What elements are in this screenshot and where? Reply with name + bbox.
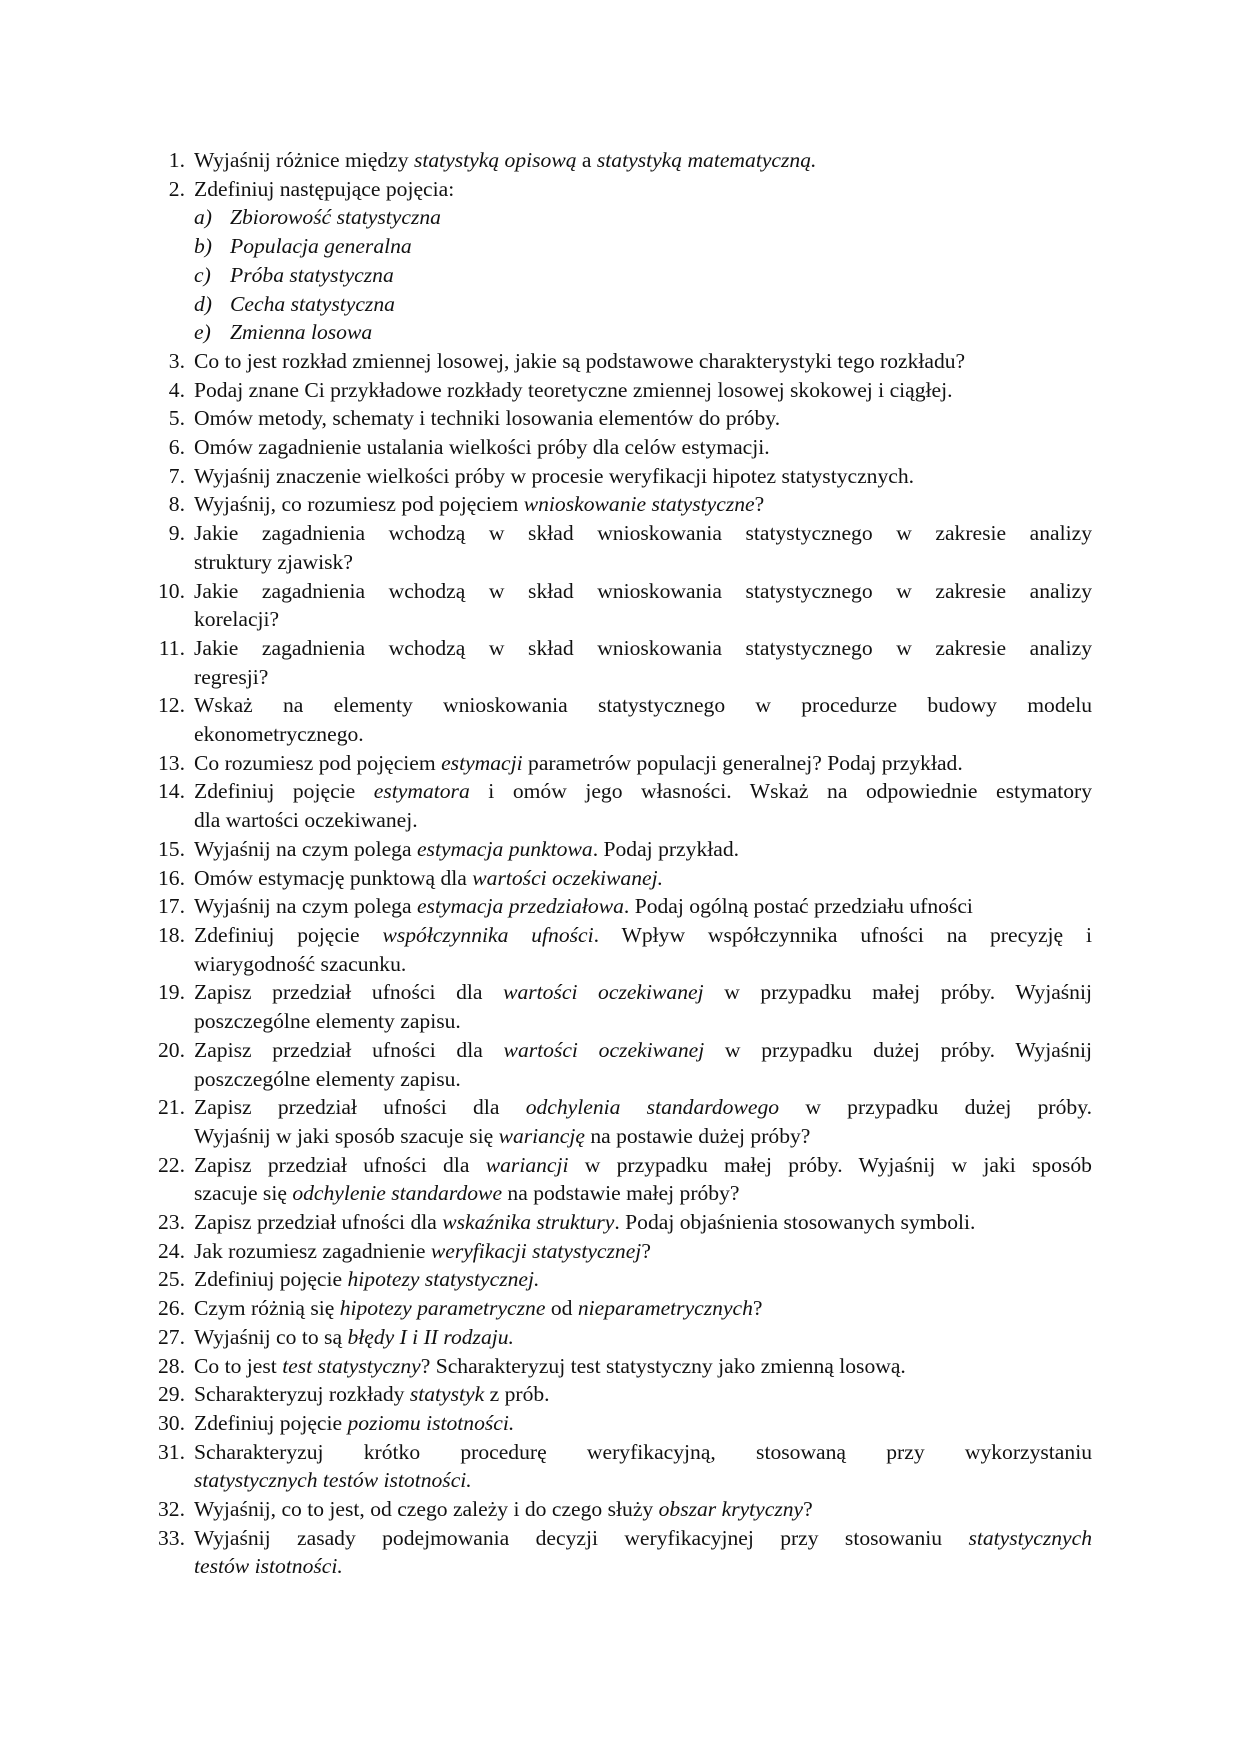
text-run: Zdefiniuj pojęcie xyxy=(194,1267,348,1292)
text-run: w przypadku dużej próby. xyxy=(779,1095,1092,1120)
question-item xyxy=(148,1495,1092,1524)
emphasized-term: estymacja punktowa xyxy=(416,836,593,861)
question-item xyxy=(148,462,1092,491)
question-text xyxy=(185,1438,1092,1495)
text-run: w przypadku dużej próby. Wyjaśnij xyxy=(704,1037,1092,1062)
question-line xyxy=(194,1552,1092,1581)
text-run: ? xyxy=(641,1238,651,1263)
question-text xyxy=(185,1208,1092,1237)
question-line xyxy=(194,1151,1092,1180)
question-number: 3. xyxy=(168,348,185,373)
question-item xyxy=(148,404,1092,433)
text-run: Zdefiniuj pojęcie xyxy=(194,922,383,947)
emphasized-term: poziomu istotności. xyxy=(347,1410,515,1435)
emphasized-term: wariancji xyxy=(485,1152,569,1177)
question-text xyxy=(185,347,1092,376)
question-text xyxy=(185,146,1092,175)
text-run: Omów estymację punktową dla xyxy=(194,865,473,890)
question-number: 27. xyxy=(158,1324,185,1349)
sub-item xyxy=(148,203,1092,232)
text-run: szacuje się xyxy=(194,1181,293,1206)
sub-item xyxy=(148,290,1092,319)
text-run: . Podaj ogólną postać przedziału ufności xyxy=(623,894,973,919)
question-number: 6. xyxy=(168,435,185,460)
text-run: Scharakteryzuj rozkłady xyxy=(194,1382,410,1407)
text-run: Wyjaśnij, co rozumiesz pod pojęciem xyxy=(194,492,524,517)
question-number: 32. xyxy=(158,1497,185,1522)
question-item xyxy=(148,749,1092,778)
question-item xyxy=(148,921,1092,978)
emphasized-term: współczynnika ufności xyxy=(382,922,594,947)
text-run: z prób. xyxy=(484,1382,550,1407)
text-run: Jakie zagadnienia wchodzą w skład wnioskowania statystycznego w zakresie analizy xyxy=(194,578,1092,603)
emphasized-term: odchylenie standardowe xyxy=(292,1181,503,1206)
question-text xyxy=(185,1524,1092,1581)
question-number: 9. xyxy=(168,521,185,546)
question-item xyxy=(148,978,1092,1035)
text-run: Co to jest xyxy=(194,1353,283,1378)
question-item xyxy=(148,1352,1092,1381)
text-run: Wyjaśnij znaczenie wielkości próby w procesie weryfikacji hipotez statystycznych. xyxy=(194,463,915,488)
text-run: Co to jest rozkład zmiennej losowej, jakie są podstawowe charakterystyki tego rozkładu? xyxy=(194,348,966,373)
question-item xyxy=(148,691,1092,748)
question-item xyxy=(148,1438,1092,1495)
question-text xyxy=(185,978,1092,1035)
question-item xyxy=(148,777,1092,834)
question-number: 28. xyxy=(158,1353,185,1378)
question-line xyxy=(194,1179,1092,1208)
question-text xyxy=(185,175,1092,204)
text-run: a xyxy=(576,148,597,172)
text-run: Wyjaśnij, co to jest, od czego zależy i do czego służy xyxy=(194,1497,659,1522)
question-line xyxy=(194,1524,1092,1553)
question-line xyxy=(194,605,1092,634)
text-run: wiarygodność szacunku. xyxy=(194,951,407,976)
question-item xyxy=(148,835,1092,864)
question-number: 14. xyxy=(158,779,185,804)
question-text xyxy=(185,376,1092,405)
question-item xyxy=(148,634,1092,691)
emphasized-term: nieparametrycznych xyxy=(577,1296,753,1321)
question-line xyxy=(194,663,1092,692)
question-item xyxy=(148,892,1092,921)
question-number: 15. xyxy=(158,836,185,861)
question-number: 16. xyxy=(158,865,185,890)
question-line xyxy=(194,1007,1092,1036)
emphasized-term: hipotezy parametryczne xyxy=(339,1296,546,1321)
question-line xyxy=(194,577,1092,606)
emphasized-term: obszar krytyczny xyxy=(658,1497,804,1522)
question-number: 18. xyxy=(158,922,185,947)
question-number: 29. xyxy=(158,1382,185,1407)
text-run: . Wpływ współczynnika ufności na precyzję i xyxy=(593,922,1092,947)
question-item xyxy=(148,1237,1092,1266)
question-number: 19. xyxy=(158,980,185,1005)
text-run: Zdefiniuj następujące pojęcia: xyxy=(194,176,455,201)
text-run: Podaj znane Ci przykładowe rozkłady teoretyczne zmiennej losowej skokowej i ciągłej. xyxy=(194,377,953,402)
text-run: Wyjaśnij w jaki sposób szacuje się xyxy=(194,1123,499,1148)
sub-item-letter: b) xyxy=(194,234,212,259)
text-run: Czym różnią się xyxy=(194,1296,340,1321)
text-run: Wyjaśnij co to są xyxy=(194,1324,348,1349)
question-number: 2. xyxy=(168,176,185,201)
text-run: regresji? xyxy=(194,664,269,689)
question-text xyxy=(185,1352,1092,1381)
question-text xyxy=(185,1380,1092,1409)
emphasized-term: weryfikacji statystycznej xyxy=(430,1238,642,1263)
text-run: Wyjaśnij na czym polega xyxy=(194,894,417,919)
question-item xyxy=(148,175,1092,204)
text-run: Zapisz przedział ufności dla xyxy=(194,1037,504,1062)
text-run: w przypadku małej próby. Wyjaśnij xyxy=(703,980,1092,1005)
sub-item-text: Próba statystyczna xyxy=(230,262,394,287)
sub-item-letter: d) xyxy=(194,291,212,316)
text-run: Omów zagadnienie ustalania wielkości próby dla celów estymacji. xyxy=(194,435,770,460)
question-text xyxy=(185,777,1092,834)
question-item xyxy=(148,1294,1092,1323)
question-text xyxy=(185,490,1092,519)
text-run: poszczególne elementy zapisu. xyxy=(194,1066,461,1091)
text-run: Zdefiniuj pojęcie xyxy=(194,779,374,804)
question-text xyxy=(185,404,1092,433)
question-number: 11. xyxy=(158,635,185,660)
question-number: 17. xyxy=(158,894,185,919)
text-run: na podstawie małej próby? xyxy=(502,1181,740,1206)
text-run: Omów metody, schematy i techniki losowania elementów do próby. xyxy=(194,406,781,431)
text-run: Zdefiniuj pojęcie xyxy=(194,1410,348,1435)
question-line xyxy=(194,1438,1092,1467)
text-run: Jak rozumiesz zagadnienie xyxy=(194,1238,431,1263)
question-item xyxy=(148,1093,1092,1150)
question-item xyxy=(148,1380,1092,1409)
question-text xyxy=(185,1151,1092,1208)
text-run: ? xyxy=(803,1497,813,1522)
question-number: 21. xyxy=(158,1095,185,1120)
emphasized-term: hipotezy statystycznej. xyxy=(347,1267,540,1292)
question-item xyxy=(148,1265,1092,1294)
question-text xyxy=(185,749,1092,778)
question-item xyxy=(148,433,1092,462)
emphasized-term: wartości oczekiwanej xyxy=(503,980,704,1005)
text-run: Zapisz przedział ufności dla xyxy=(194,1210,443,1235)
emphasized-term: test statystyczny xyxy=(282,1353,421,1378)
question-text xyxy=(185,1093,1092,1150)
question-item xyxy=(148,1524,1092,1581)
text-run: Wyjaśnij na czym polega xyxy=(194,836,417,861)
question-text xyxy=(185,921,1092,978)
question-line xyxy=(194,1036,1092,1065)
question-text xyxy=(185,519,1092,576)
question-line xyxy=(194,978,1092,1007)
text-run: Zapisz przedział ufności dla xyxy=(194,1152,486,1177)
sub-item xyxy=(148,232,1092,261)
emphasized-term: statystycznych xyxy=(968,1525,1092,1550)
question-item xyxy=(148,519,1092,576)
text-run: Zapisz przedział ufności dla xyxy=(194,1095,526,1120)
emphasized-term: statystycznych testów istotności. xyxy=(194,1468,472,1493)
question-number: 12. xyxy=(158,693,185,718)
question-line xyxy=(194,806,1092,835)
question-line xyxy=(194,691,1092,720)
question-number: 33. xyxy=(158,1525,185,1550)
text-run: w przypadku małej próby. Wyjaśnij w jaki sposób xyxy=(568,1152,1092,1177)
emphasized-term: odchylenia standardowego xyxy=(525,1095,780,1120)
emphasized-term: statystyką opisową xyxy=(413,148,577,172)
question-number: 10. xyxy=(158,578,185,603)
question-line xyxy=(194,548,1092,577)
text-run: Co rozumiesz pod pojęciem xyxy=(194,750,442,775)
question-item xyxy=(148,1036,1092,1093)
question-line xyxy=(194,950,1092,979)
question-text xyxy=(185,1409,1092,1438)
sub-item-letter: a) xyxy=(194,205,212,230)
question-text xyxy=(185,1036,1092,1093)
text-run: Wyjaśnij zasady podejmowania decyzji weryfikacyjnej przy stosowaniu xyxy=(194,1525,969,1550)
question-item xyxy=(148,577,1092,634)
emphasized-term: estymacja przedziałowa xyxy=(416,894,624,919)
text-run: dla wartości oczekiwanej. xyxy=(194,808,418,833)
question-line xyxy=(194,1093,1092,1122)
emphasized-term: statystyk xyxy=(409,1382,485,1407)
question-number: 26. xyxy=(158,1296,185,1321)
question-text xyxy=(185,1294,1092,1323)
question-text xyxy=(185,433,1092,462)
question-text xyxy=(185,1495,1092,1524)
question-line xyxy=(194,720,1092,749)
text-run: Scharakteryzuj krótko procedurę weryfikacyjną, stosowaną przy wykorzystaniu xyxy=(194,1439,1092,1464)
emphasized-term: estymatora xyxy=(373,779,470,804)
sub-item xyxy=(148,261,1092,290)
question-number: 5. xyxy=(168,406,185,431)
question-number: 24. xyxy=(158,1238,185,1263)
question-line xyxy=(194,921,1092,950)
sub-item-text: Cecha statystyczna xyxy=(230,291,395,316)
text-run: i omów jego własności. Wskaż na odpowiednie estymatory xyxy=(469,779,1092,804)
question-text xyxy=(185,691,1092,748)
question-number: 31. xyxy=(158,1439,185,1464)
text-run: poszczególne elementy zapisu. xyxy=(194,1009,461,1034)
question-line xyxy=(194,519,1092,548)
question-number: 30. xyxy=(158,1410,185,1435)
question-line xyxy=(194,777,1092,806)
question-item xyxy=(148,1409,1092,1438)
question-number: 23. xyxy=(158,1210,185,1235)
text-run: ? xyxy=(752,1296,763,1321)
question-line xyxy=(194,1466,1092,1495)
question-list xyxy=(148,146,1092,1581)
question-text xyxy=(185,892,1092,921)
emphasized-term: statystyką matematyczną. xyxy=(596,148,817,172)
question-item xyxy=(148,1323,1092,1352)
sub-item-text: Zmienna losowa xyxy=(230,320,373,345)
sub-item-text: Populacja generalna xyxy=(230,234,412,259)
question-item xyxy=(148,376,1092,405)
question-text xyxy=(185,864,1092,893)
text-run: Jakie zagadnienia wchodzą w skład wnioskowania statystycznego w zakresie analizy xyxy=(194,521,1092,546)
question-text xyxy=(185,1323,1092,1352)
text-run: od xyxy=(545,1296,578,1321)
emphasized-term: wnioskowanie statystyczne xyxy=(523,492,755,517)
text-run: ? xyxy=(754,492,765,517)
text-run: Zapisz przedział ufności dla xyxy=(194,980,504,1005)
text-run: korelacji? xyxy=(194,607,280,632)
question-number: 7. xyxy=(168,463,185,488)
emphasized-term: testów istotności. xyxy=(194,1554,343,1579)
text-run: Jakie zagadnienia wchodzą w skład wnioskowania statystycznego w zakresie analizy xyxy=(194,635,1092,660)
text-run: Wskaż na elementy wnioskowania statystycznego w procedurze budowy modelu xyxy=(194,693,1092,718)
question-text xyxy=(185,462,1092,491)
question-number: 1. xyxy=(168,148,185,172)
emphasized-term: wariancję xyxy=(498,1123,585,1148)
sub-item-letter: e) xyxy=(194,320,211,345)
question-number: 22. xyxy=(158,1152,185,1177)
question-number: 13. xyxy=(158,750,185,775)
question-text xyxy=(185,577,1092,634)
question-text xyxy=(185,634,1092,691)
question-text xyxy=(185,835,1092,864)
question-item xyxy=(148,864,1092,893)
text-run: . Podaj przykład. xyxy=(592,836,740,861)
question-item xyxy=(148,1208,1092,1237)
sub-item xyxy=(148,318,1092,347)
question-number: 8. xyxy=(168,492,185,517)
text-run: struktury zjawisk? xyxy=(194,549,353,574)
sub-item-letter: c) xyxy=(194,262,211,287)
emphasized-term: błędy I i II rodzaju. xyxy=(347,1324,514,1349)
question-item xyxy=(148,490,1092,519)
question-item xyxy=(148,1151,1092,1208)
emphasized-term: wskaźnika struktury xyxy=(442,1210,615,1235)
text-run: Wyjaśnij różnice między xyxy=(194,148,414,172)
question-line xyxy=(194,1122,1092,1151)
emphasized-term: wartości oczekiwanej xyxy=(503,1037,705,1062)
question-number: 25. xyxy=(158,1267,185,1292)
question-item xyxy=(148,146,1092,175)
text-run: ekonometrycznego. xyxy=(194,722,364,747)
question-line xyxy=(194,634,1092,663)
question-item xyxy=(148,347,1092,376)
question-text xyxy=(185,1265,1092,1294)
text-run: na postawie dużej próby? xyxy=(584,1123,811,1148)
text-run: . Podaj objaśnienia stosowanych symboli. xyxy=(614,1210,976,1235)
question-text xyxy=(185,1237,1092,1266)
question-line xyxy=(194,1065,1092,1094)
emphasized-term: estymacji xyxy=(441,750,523,775)
question-number: 4. xyxy=(168,377,185,402)
text-run: ? Scharakteryzuj test statystyczny jako zmienną losową. xyxy=(420,1353,906,1378)
emphasized-term: wartości oczekiwanej. xyxy=(472,865,663,890)
question-number: 20. xyxy=(158,1037,185,1062)
text-run: parametrów populacji generalnej? Podaj przykład. xyxy=(522,750,963,775)
sub-item-text: Zbiorowość statystyczna xyxy=(230,205,441,230)
